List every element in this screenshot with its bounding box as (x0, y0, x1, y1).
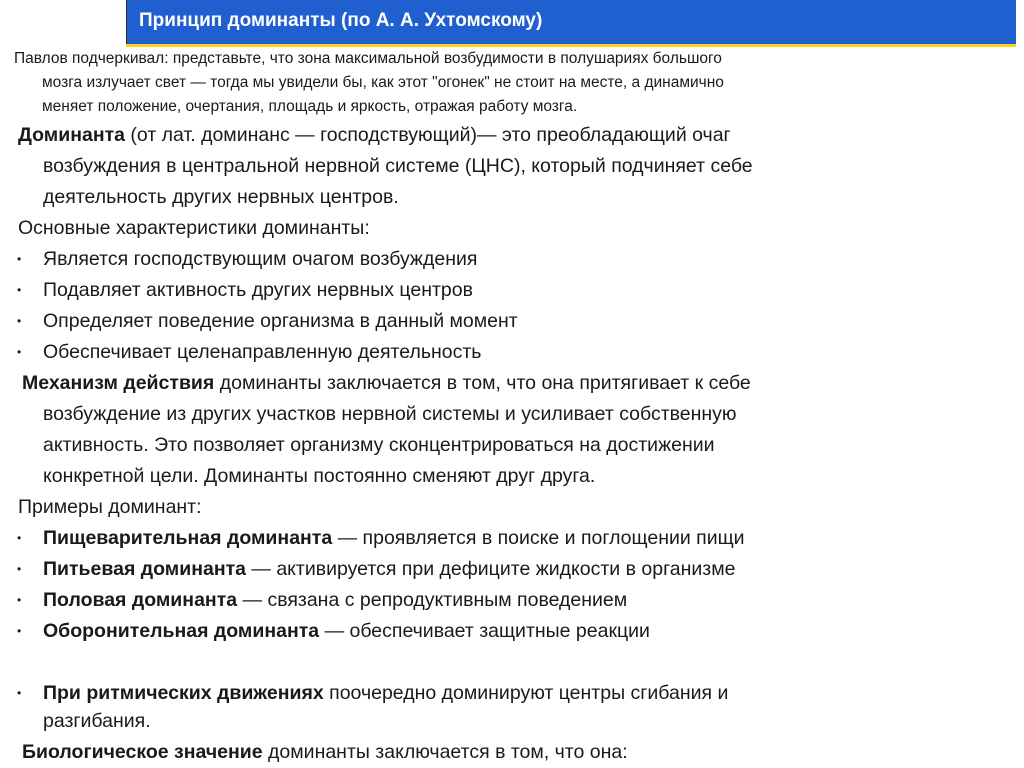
bullet-icon: • (17, 314, 22, 328)
significance-term: Биологическое значение (22, 741, 263, 763)
characteristics-heading: Основные характеристики доминанты: (18, 217, 370, 239)
bullet-icon: • (17, 283, 22, 297)
mechanism-line: конкретной цели. Доминанты постоянно сменяют друг друга. (43, 465, 596, 487)
bullet-icon: • (17, 531, 22, 545)
definition-line: Доминанта (от лат. доминанс — господствующий)— это преобладающий очаг (18, 124, 731, 146)
definition-term: Доминанта (18, 124, 125, 146)
bullet-icon: • (17, 624, 22, 638)
page-title: Принцип доминанты (по А. А. Ухтомскому) (139, 10, 543, 31)
intro-line: мозга излучает свет — тогда мы увидели бы, как этот "огонек" не стоит на месте, а динамично (42, 74, 724, 91)
intro-line: меняет положение, очертания, площадь и яркость, отражая работу мозга. (42, 98, 578, 115)
examples-heading: Примеры доминант: (18, 496, 202, 518)
intro-line: Павлов подчеркивал: представьте, что зона максимальной возбудимости в полушариях большого (14, 50, 722, 67)
definition-line: деятельность других нервных центров. (43, 186, 399, 208)
mechanism-line: возбуждение из других участков нервной системы и усиливает собственную (43, 403, 737, 425)
slide-body: Доминанта (от лат. доминанс — господствующий)— это преобладающий очаг возбуждения в центральной нервной системе (ЦНС), который подчиняет себе деятельность других нервных центров. Основные характеристики доминанты: • Является господствующим очагом возбуждения • Подавляет активность других нервных центров • Определяет поведение организма в данный момент • Обеспечивает целенаправленную деятельность Механизм действия доминанты заключается в том, что она притягивает к себе возбуждение из других участков нервной системы и усиливает собственную активность. Это позволяет организму сконцентрироваться на достижении конкретной цели. Доминанты постоянно сменяют друг друга. Примеры доминант: • Пищеварительная доминанта — проявляется в поиске и поглощении пищи • Питьевая доминанта — активируется при дефиците жидкости в организме • Половая доминанта — связана с репродуктивным поведением • Оборонительная доминанта — обеспечивает защитные реакции • При ритмических движениях поочередно доминируют центры сгибания и разгибания. Биологическое значение доминанты заключается в том, что она: (0, 0, 1024, 767)
significance-line: Биологическое значение доминанты заключается в том, что она: (22, 741, 628, 763)
mechanism-line: Механизм действия доминанты заключается в том, что она притягивает к себе (22, 372, 751, 394)
list-item-continuation: разгибания. (43, 710, 151, 732)
mechanism-term: Механизм действия (22, 372, 215, 394)
bullet-icon: • (17, 345, 22, 359)
bullet-icon: • (17, 593, 22, 607)
definition-line: возбуждения в центральной нервной системе (ЦНС), который подчиняет себе (43, 155, 753, 177)
bullet-icon: • (17, 252, 22, 266)
bullet-icon: • (17, 562, 22, 576)
mechanism-line: активность. Это позволяет организму сконцентрироваться на достижении (43, 434, 715, 456)
bullet-icon: • (17, 686, 22, 700)
